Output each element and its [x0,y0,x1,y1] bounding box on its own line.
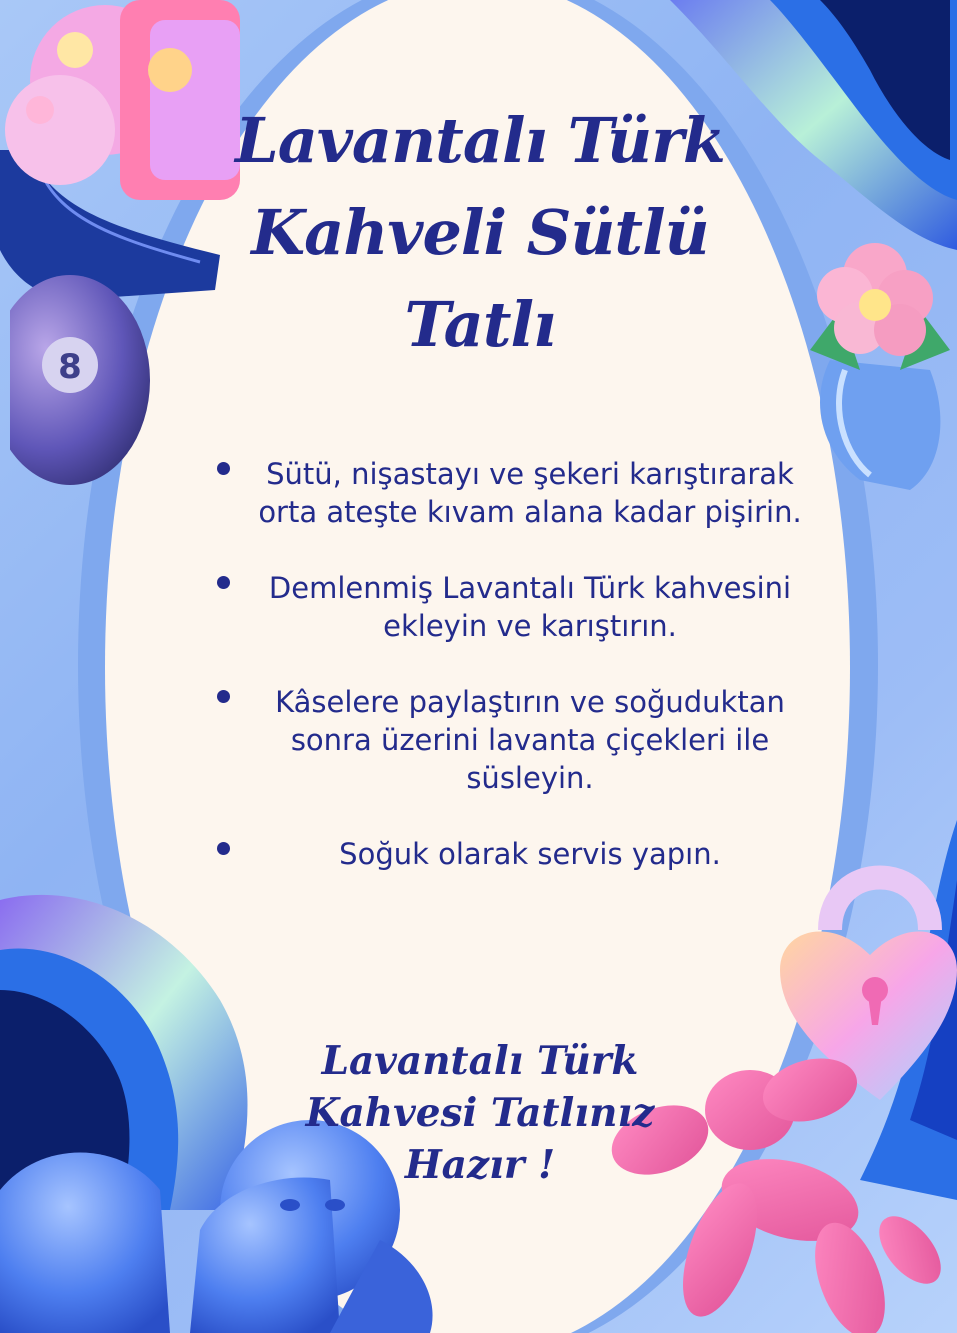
closing-message: Lavantalı Türk Kahvesi Tatlınız Hazır ! [305,1038,655,1188]
step-text: Demlenmiş Lavantalı Türk kahvesini ekleyin ve karıştırın. [268,571,792,643]
eight-ball-icon [10,270,150,485]
bullet-icon [217,462,230,475]
step-text: Sütü, nişastayı ve şekeri karıştırarak orta ateşte kıvam alana kadar pişirin. [258,457,802,529]
recipe-steps [215,455,815,873]
flower-vase-icon [800,220,957,490]
step-item [215,835,815,873]
bullet-icon [217,842,230,855]
step-item [215,683,815,797]
step-text: Soğuk olarak servis yapın. [339,837,721,871]
svg-text:8: 8 [58,347,82,387]
step-item [215,455,815,531]
step-text: Kâselere paylaştırın ve soğuduktan sonra üzerini lavanta çiçekleri ile süsleyin. [275,685,785,795]
bullet-icon [217,690,230,703]
bullet-icon [217,576,230,589]
step-item [215,569,815,645]
recipe-title: Lavantalı Türk Kahveli Sütlü Tatlı [235,104,725,361]
